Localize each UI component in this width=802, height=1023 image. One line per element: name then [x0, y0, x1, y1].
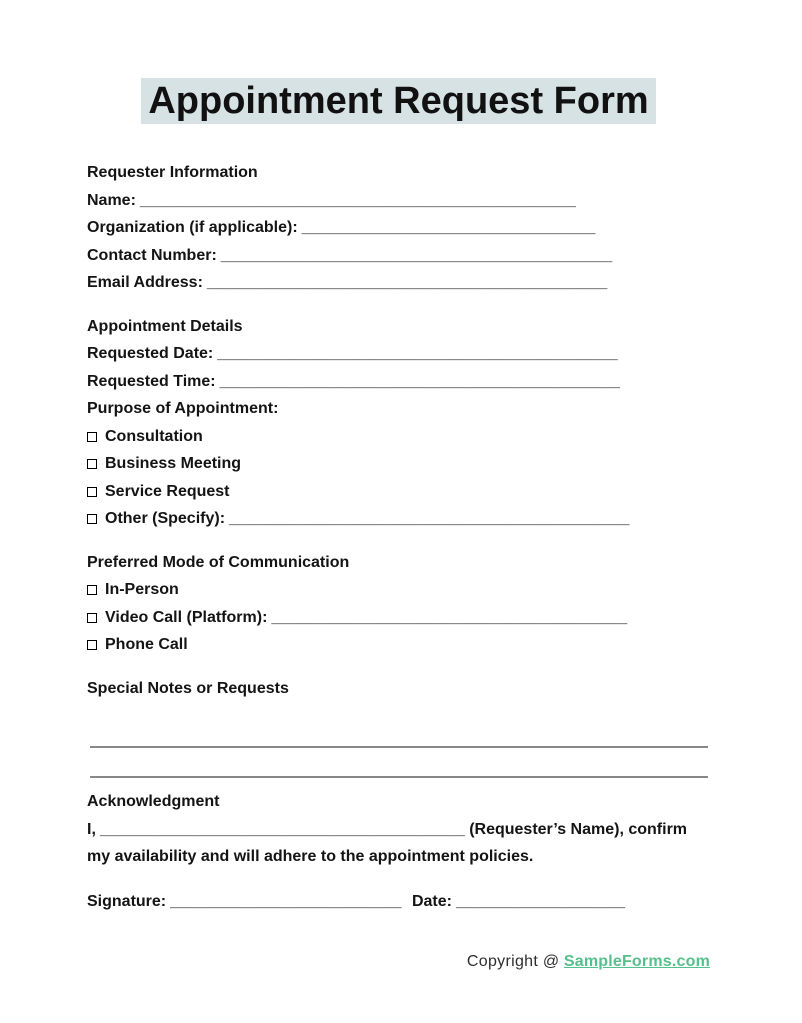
ack-prefix: I,: [87, 820, 96, 838]
notes-area: [87, 718, 710, 778]
date-label: Date:: [411, 892, 452, 910]
option-phone-call: [87, 631, 710, 659]
option-business-meeting: [87, 450, 710, 478]
field-contact-number: [87, 242, 710, 270]
option-service-request: [87, 478, 710, 506]
title-wrap: [87, 78, 710, 124]
option-label: Other (Specify):: [105, 510, 226, 527]
option-consultation: [87, 423, 710, 451]
ack-suffix: (Requester’s Name), confirm my availability and will adhere to the appointment policies.: [87, 820, 688, 865]
field-requested-date: [87, 340, 710, 368]
section-communication-mode: [87, 549, 710, 659]
sampleforms-link[interactable]: SampleForms.com: [563, 953, 710, 970]
option-label: Service Request: [105, 482, 230, 500]
section-heading: Acknowledgment: [87, 793, 220, 810]
field-requested-time: [87, 368, 710, 396]
option-label: Video Call (Platform):: [105, 608, 268, 626]
field-label: Name:: [87, 191, 136, 209]
requester-name-blank-line[interactable]: _________________________________________: [99, 820, 465, 838]
section-acknowledgment: [87, 788, 710, 871]
field-label: Requested Time:: [87, 372, 216, 390]
organization-blank-line[interactable]: _________________________________: [301, 219, 596, 236]
footer: [87, 953, 710, 971]
section-heading: Special Notes or Requests: [87, 679, 289, 697]
option-other-specify: [87, 505, 710, 533]
field-label: Requested Date:: [87, 345, 214, 362]
section-heading: Requester Information: [87, 164, 258, 181]
copyright-text: Copyright @: [466, 953, 560, 970]
purpose-label: Purpose of Appointment:: [87, 400, 279, 417]
section-heading: Appointment Details: [87, 317, 243, 335]
signature-label: Signature:: [87, 892, 167, 910]
field-label: Contact Number:: [87, 246, 217, 264]
option-label: Phone Call: [105, 636, 188, 653]
notes-blank-line[interactable]: [90, 748, 708, 778]
signature-blank-line[interactable]: __________________________: [170, 892, 402, 910]
checkbox-in-person[interactable]: [87, 585, 97, 595]
video-platform-blank-line[interactable]: ________________________________________: [271, 608, 628, 626]
section-special-notes: [87, 675, 710, 779]
date-blank-line[interactable]: ___________________: [455, 892, 626, 910]
field-label: Organization (if applicable):: [87, 219, 298, 236]
page-title: Appointment Request Form: [141, 78, 655, 124]
option-label: In-Person: [105, 581, 179, 598]
acknowledgment-text: [87, 816, 702, 871]
email-address-blank-line[interactable]: _____________________________________________: [206, 274, 608, 291]
section-appointment-details: [87, 313, 710, 533]
signature-row: [87, 888, 710, 916]
name-blank-line[interactable]: _________________________________________________: [139, 191, 576, 209]
contact-number-blank-line[interactable]: ____________________________________________: [220, 246, 613, 264]
requested-time-blank-line[interactable]: _____________________________________________: [219, 372, 621, 390]
option-in-person: [87, 576, 710, 604]
checkbox-other[interactable]: [87, 514, 97, 524]
option-video-call: [87, 604, 710, 632]
notes-blank-line[interactable]: [90, 718, 708, 748]
checkbox-business-meeting[interactable]: [87, 459, 97, 469]
requested-date-blank-line[interactable]: _____________________________________________: [217, 345, 618, 362]
field-organization: [87, 214, 710, 242]
checkbox-video-call[interactable]: [87, 613, 97, 623]
checkbox-service-request[interactable]: [87, 487, 97, 497]
section-requester-information: [87, 159, 710, 297]
option-label: Business Meeting: [105, 455, 242, 472]
other-specify-blank-line[interactable]: _____________________________________________: [229, 510, 630, 527]
section-heading: Preferred Mode of Communication: [87, 553, 350, 571]
checkbox-phone-call[interactable]: [87, 640, 97, 650]
field-name: [87, 187, 710, 215]
checkbox-consultation[interactable]: [87, 432, 97, 442]
field-email-address: [87, 269, 710, 297]
option-label: Consultation: [105, 427, 203, 445]
field-label: Email Address:: [87, 274, 203, 291]
